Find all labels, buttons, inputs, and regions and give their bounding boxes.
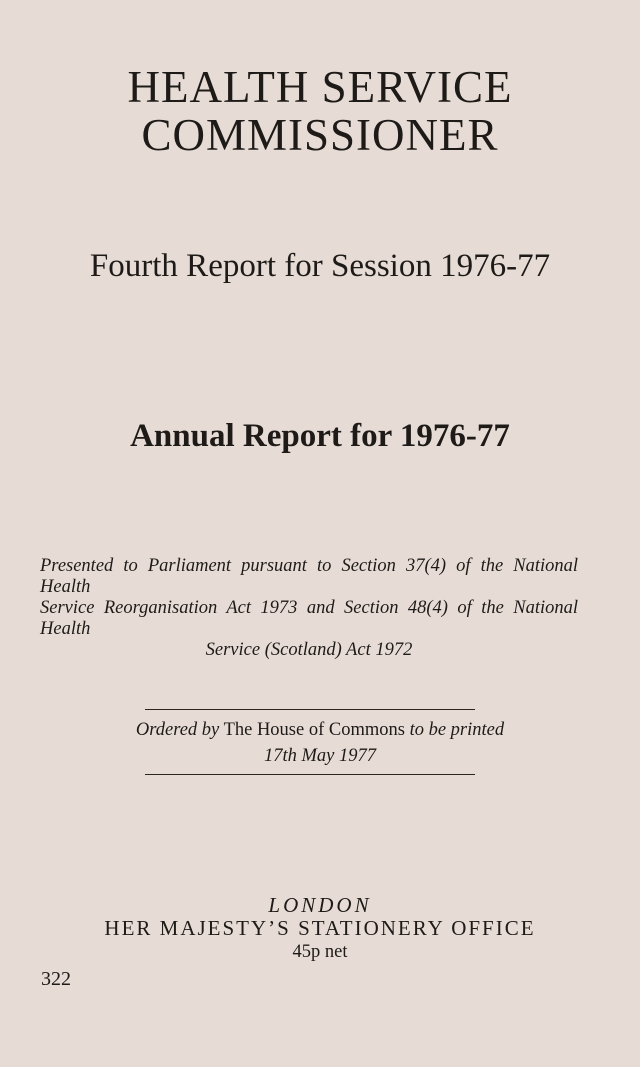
divider-top bbox=[145, 709, 475, 710]
ordered-date: 17th May 1977 bbox=[263, 746, 376, 766]
ordered-body: The House of Commons bbox=[223, 720, 405, 740]
page-number: 322 bbox=[41, 968, 71, 990]
presented-statement bbox=[40, 556, 578, 661]
publisher-name: HER MAJESTY’S STATIONERY OFFICE bbox=[104, 916, 536, 940]
divider-bottom bbox=[145, 774, 475, 775]
presented-line-1: Presented to Parliament pursuant to Section 37(4) of the National Health bbox=[40, 556, 578, 597]
ordered-suffix: to be printed bbox=[409, 720, 505, 740]
title-line-1: HEALTH SERVICE bbox=[127, 62, 513, 112]
presented-line-3: Service (Scotland) Act 1972 bbox=[205, 640, 413, 660]
ordered-statement bbox=[0, 718, 640, 742]
price: 45p net bbox=[292, 942, 348, 962]
ordered-prefix: Ordered by bbox=[135, 720, 220, 740]
report-title: Fourth Report for Session 1976-77 bbox=[89, 248, 551, 284]
presented-line-2: Service Reorganisation Act 1973 and Section 48(4) of the National Health bbox=[40, 598, 578, 639]
annual-report-title: Annual Report for 1976-77 bbox=[130, 418, 510, 454]
title-line-2: COMMISSIONER bbox=[141, 110, 499, 160]
publisher-city: LONDON bbox=[268, 893, 372, 917]
